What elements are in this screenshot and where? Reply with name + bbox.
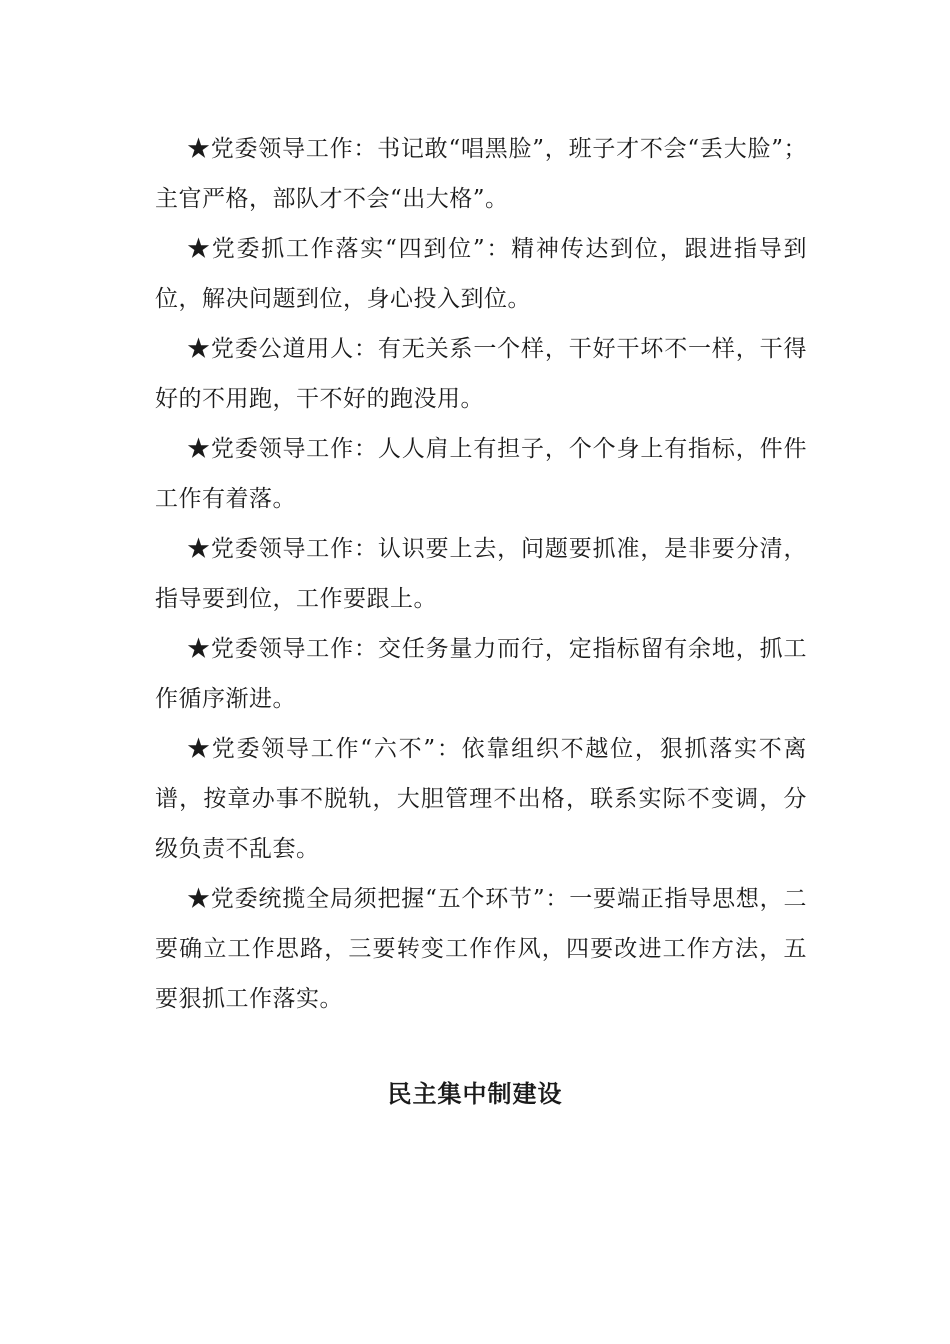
paragraph-4: ★党委领导工作：人人肩上有担子，个个身上有指标，件件工作有着落。 — [155, 436, 807, 512]
paragraph-7: ★党委领导工作“六不”：依靠组织不越位，狠抓落实不离谱，按章办事不脱轨，大胆管理不出格，联系实际不变调，分级负责不乱套。 — [155, 736, 807, 862]
paragraph-3: ★党委公道用人：有无关系一个样，干好干坏不一样，干得好的不用跑，干不好的跑没用。 — [155, 336, 807, 412]
paragraph-1: ★党委领导工作：书记敢“唱黑脸”，班子才不会“丢大脸”；主官严格，部队才不会“出大格”。 — [155, 136, 807, 212]
section-title: 民主集中制建设 — [387, 1079, 563, 1108]
paragraph-5: ★党委领导工作：认识要上去，问题要抓准，是非要分清，指导要到位，工作要跟上。 — [155, 536, 807, 612]
body-text — [155, 124, 807, 1024]
paragraph-8: ★党委统揽全局须把握“五个环节”：一要端正指导思想，二要确立工作思路，三要转变工作作风，四要改进工作方法，五要狠抓工作落实。 — [155, 886, 807, 1012]
paragraph-6: ★党委领导工作：交任务量力而行，定指标留有余地，抓工作循序渐进。 — [155, 636, 807, 712]
paragraph-2: ★党委抓工作落实“四到位”：精神传达到位，跟进指导到位，解决问题到位，身心投入到位。 — [155, 236, 807, 312]
